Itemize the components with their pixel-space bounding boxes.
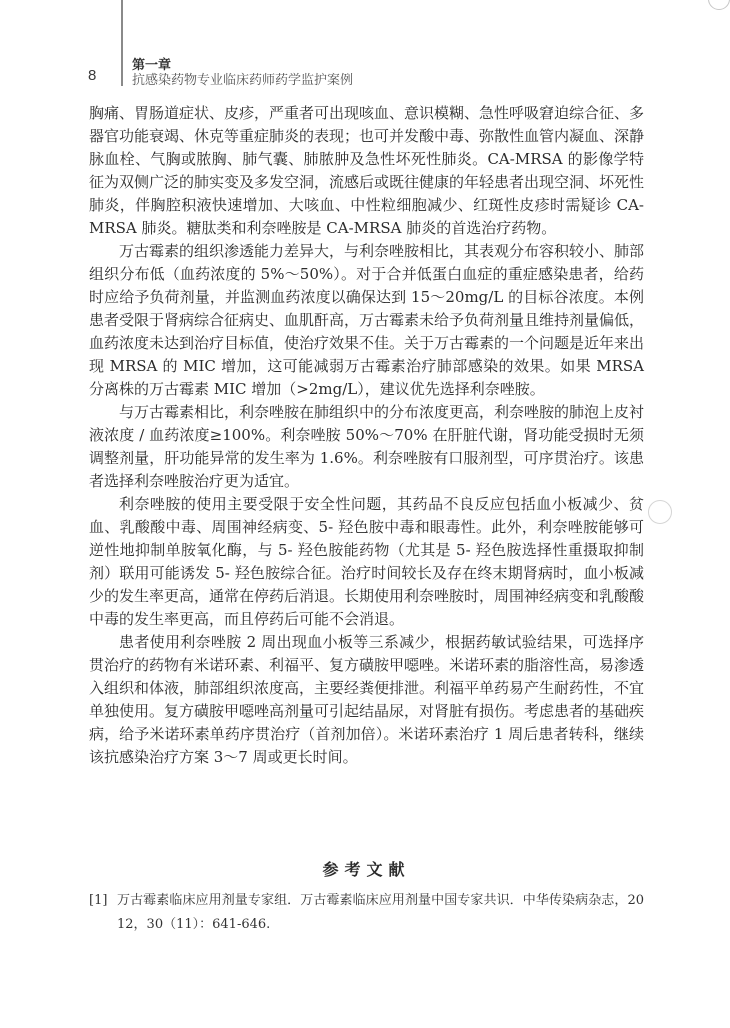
references-list xyxy=(89,889,644,937)
page-number: 8 xyxy=(88,67,97,84)
reference-text: 万古霉素临床应用剂量专家组．万古霉素临床应用剂量中国专家共识．中华传染病杂志，2012，30（11）：641-646. xyxy=(117,893,644,932)
body-text xyxy=(89,102,644,769)
running-title: 抗感染药物专业临床药师药学监护案例 xyxy=(132,73,354,88)
paragraph-continued: 胸痛、胃肠道症状、皮疹，严重者可出现咳血、意识模糊、急性呼吸窘迫综合征、多器官功能衰竭、休克等重症肺炎的表现；也可并发酸中毒、弥散性血管内凝血、深静脉血栓、气胸或脓胸、肺气囊、肺脓肿及急性坏死性肺炎。CA-MRSA 的影像学特征为双侧广泛的肺实变及多发空洞，流感后或既往健康的年轻患者出现空洞、坏死性肺炎，伴胸腔积液快速增加、大咳血、中性粒细胞减少、红斑性皮疹时需疑诊 CA-MRSA 肺炎。糖肽类和利奈唑胺是 CA-MRSA 肺炎的首选治疗药物。 xyxy=(89,104,645,237)
references-heading: 参考文献 xyxy=(322,860,411,879)
paragraph-linezolid-safety: 利奈唑胺的使用主要受限于安全性问题，其药品不良反应包括血小板减少、贫血、乳酸酸中毒、周围神经病变、5- 羟色胺中毒和眼毒性。此外，利奈唑胺能够可逆性地抑制单胺氧化酶，与 5- 羟色胺能药物（尤其是 5- 羟色胺选择性重摄取抑制剂）联用可能诱发 5- 羟色胺综合征。治疗时间较长及存在终末期肾病时，血小板减少的发生率更高，通常在停药后消退。长期使用利奈唑胺时，周围神经病变和乳酸酸中毒的发生率更高，而且停药后可能不会消退。 xyxy=(89,495,645,628)
header-divider-line xyxy=(121,0,123,86)
margin-stamp-icon xyxy=(648,500,672,524)
paragraph-vancomycin: 万古霉素的组织渗透能力差异大，与利奈唑胺相比，其表观分布容积较小、肺部组织分布低（血药浓度的 5%～50%）。对于合并低蛋白血症的重症感染患者，给药时应给予负荷剂量，并监测血药浓度以确保达到 15～20mg/L 的目标谷浓度。本例患者受限于肾病综合征病史、血肌酐高，万古霉素未给予负荷剂量且维持剂量偏低，血药浓度未达到治疗目标值，使治疗效果不佳。关于万古霉素的一个问题是近年来出现 MRSA 的 MIC 增加，这可能减弱万古霉素治疗肺部感染的效果。如果 MRSA 分离株的万古霉素 MIC 增加（>2mg/L），建议优先选择利奈唑胺。 xyxy=(89,242,645,398)
chapter-label: 第一章 xyxy=(132,58,172,73)
reference-item xyxy=(89,889,644,937)
paragraph-linezolid-comparison: 与万古霉素相比，利奈唑胺在肺组织中的分布浓度更高，利奈唑胺的肺泡上皮衬液浓度 / 血药浓度≥100%。利奈唑胺 50%～70% 在肝脏代谢，肾功能受损时无须调整剂量，肝功能异常的发生率为 1.6%。利奈唑胺有口服剂型，可序贯治疗。该患者选择利奈唑胺治疗更为适宜。 xyxy=(89,403,645,490)
corner-mark xyxy=(708,0,730,10)
paragraph-sequential-therapy: 患者使用利奈唑胺 2 周出现血小板等三系减少，根据药敏试验结果，可选择序贯治疗的药物有米诺环素、利福平、复方磺胺甲噁唑。米诺环素的脂溶性高，易渗透入组织和体液，肺部组织浓度高，主要经粪便排泄。利福平单药易产生耐药性，不宜单独使用。复方磺胺甲噁唑高剂量可引起结晶尿，对肾脏有损伤。考虑患者的基础疾病，给予米诺环素单药序贯治疗（首剂加倍）。米诺环素治疗 1 周后患者转科，继续该抗感染治疗方案 3～7 周或更长时间。 xyxy=(89,633,645,766)
reference-number: [1] xyxy=(89,893,108,908)
